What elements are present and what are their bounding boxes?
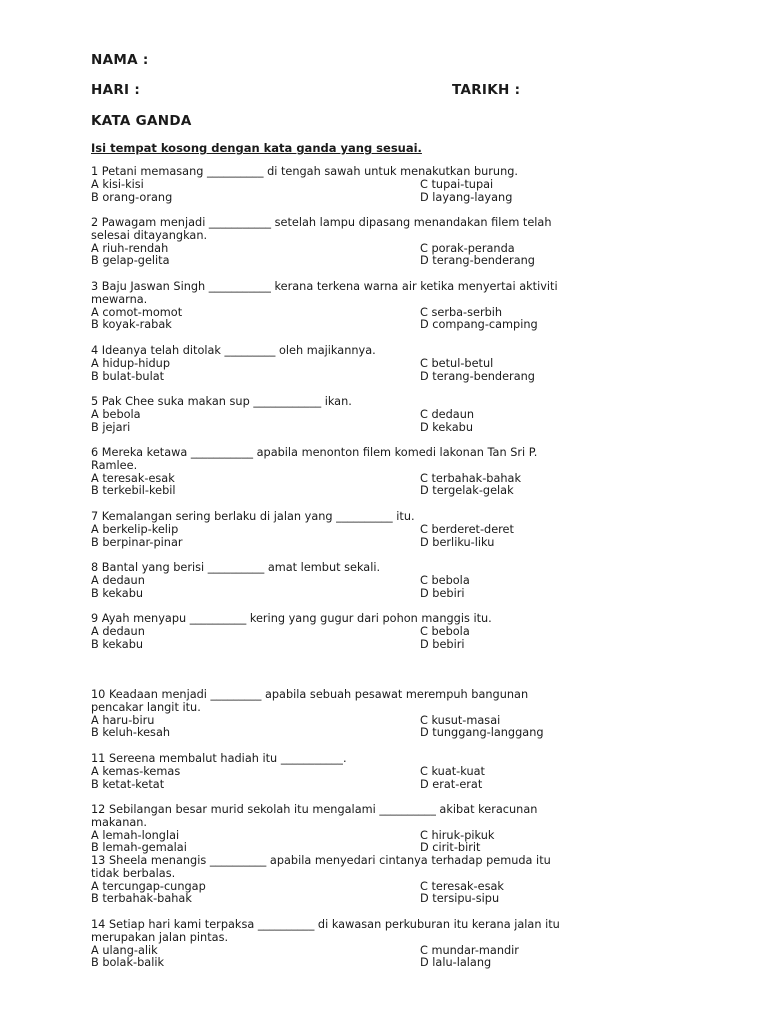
question-stem: 7 Kemalangan sering berlaku di jalan yang __________ itu. xyxy=(91,510,415,523)
option-b: B bulat-bulat xyxy=(91,369,165,383)
nama-label: NAMA : xyxy=(91,52,149,68)
option-d: D tersipu-sipu xyxy=(420,892,500,906)
option-d: D bebiri xyxy=(420,586,465,600)
question-item xyxy=(91,919,571,970)
question-stem: 12 Sebilangan besar murid sekolah itu mengalami __________ akibat keracunan makanan. xyxy=(91,803,538,829)
option-b: B bolak-balik xyxy=(91,956,165,970)
option-d: D tunggang-langgang xyxy=(420,726,544,740)
option-a: A lemah-longlai xyxy=(91,828,180,842)
question-item xyxy=(91,855,571,906)
option-c: C kusut-masai xyxy=(420,713,501,727)
question-item xyxy=(91,562,571,600)
question-item xyxy=(91,281,571,332)
tarikh-label: TARIKH : xyxy=(452,82,521,98)
option-a: A ulang-alik xyxy=(91,943,158,957)
hari-label: HARI : xyxy=(91,82,141,98)
question-item xyxy=(91,217,571,268)
option-c: C porak-peranda xyxy=(420,241,515,255)
option-c: C kuat-kuat xyxy=(420,764,485,778)
option-c: C berderet-deret xyxy=(420,522,514,536)
option-a: A riuh-rendah xyxy=(91,241,169,255)
option-a: A tercungap-cungap xyxy=(91,879,206,893)
option-b: B kekabu xyxy=(91,637,144,651)
option-d: D cirit-birit xyxy=(420,841,481,855)
option-c: C teresak-esak xyxy=(420,879,504,893)
question-stem: 11 Sereena membalut hadiah itu ___________. xyxy=(91,752,347,765)
worksheet-title: KATA GANDA xyxy=(91,113,192,129)
question-stem: 9 Ayah menyapu __________ kering yang gugur dari pohon manggis itu. xyxy=(91,612,492,625)
instruction-text: Isi tempat kosong dengan kata ganda yang sesuai. xyxy=(91,141,422,155)
question-stem: 3 Baju Jaswan Singh ___________ kerana terkena warna air ketika menyertai aktiviti mewarna. xyxy=(91,280,558,306)
option-a: A dedaun xyxy=(91,573,145,587)
question-item xyxy=(91,753,571,791)
option-d: D terang-benderang xyxy=(420,254,535,268)
option-d: D bebiri xyxy=(420,637,465,651)
option-a: A bebola xyxy=(91,407,141,421)
question-stem: 10 Keadaan menjadi _________ apabila sebuah pesawat merempuh bangunan pencakar langit itu. xyxy=(91,688,529,714)
option-d: D compang-camping xyxy=(420,318,538,332)
option-a: A dedaun xyxy=(91,624,145,638)
question-stem: 2 Pawagam menjadi ___________ setelah lampu dipasang menandakan filem telah selesai ditayangkan. xyxy=(91,216,552,242)
question-stem: 1 Petani memasang __________ di tengah sawah untuk menakutkan burung. xyxy=(91,165,519,178)
option-c: C betul-betul xyxy=(420,356,494,370)
question-stem: 5 Pak Chee suka makan sup ____________ ikan. xyxy=(91,395,352,408)
option-a: A kisi-kisi xyxy=(91,177,144,191)
option-c: C hiruk-pikuk xyxy=(420,828,495,842)
question-stem: 13 Sheela menangis __________ apabila menyedari cintanya terhadap pemuda itu tidak berbalas. xyxy=(91,854,551,880)
option-b: B lemah-gemalai xyxy=(91,841,187,855)
option-b: B terkebil-kebil xyxy=(91,484,176,498)
option-d: D erat-erat xyxy=(420,777,483,791)
question-stem: 4 Ideanya telah ditolak _________ oleh majikannya. xyxy=(91,344,376,357)
option-a: A teresak-esak xyxy=(91,471,175,485)
question-item xyxy=(91,613,571,651)
question-item xyxy=(91,345,571,383)
option-d: D lalu-lalang xyxy=(420,956,492,970)
option-c: C mundar-mandir xyxy=(420,943,519,957)
question-item xyxy=(91,804,571,855)
question-item xyxy=(91,447,571,498)
option-d: D terang-benderang xyxy=(420,369,535,383)
option-b: B kekabu xyxy=(91,586,144,600)
option-c: C bebola xyxy=(420,573,470,587)
option-a: A haru-biru xyxy=(91,713,155,727)
option-d: D kekabu xyxy=(420,420,473,434)
option-b: B gelap-gelita xyxy=(91,254,170,268)
option-d: D tergelak-gelak xyxy=(420,484,514,498)
option-c: C terbahak-bahak xyxy=(420,471,522,485)
question-item xyxy=(91,396,571,434)
option-b: B keluh-kesah xyxy=(91,726,171,740)
option-a: A hidup-hidup xyxy=(91,356,170,370)
option-a: A comot-momot xyxy=(91,305,183,319)
option-b: B jejari xyxy=(91,420,131,434)
option-b: B terbahak-bahak xyxy=(91,892,192,906)
question-item xyxy=(91,511,571,549)
option-c: C dedaun xyxy=(420,407,475,421)
option-c: C bebola xyxy=(420,624,470,638)
option-a: A kemas-kemas xyxy=(91,764,181,778)
option-b: B orang-orang xyxy=(91,190,173,204)
option-d: D berliku-liku xyxy=(420,535,495,549)
option-d: D layang-layang xyxy=(420,190,513,204)
question-item xyxy=(91,166,571,204)
option-c: C tupai-tupai xyxy=(420,177,494,191)
option-a: A berkelip-kelip xyxy=(91,522,179,536)
option-b: B koyak-rabak xyxy=(91,318,172,332)
option-b: B berpinar-pinar xyxy=(91,535,183,549)
option-b: B ketat-ketat xyxy=(91,777,165,791)
question-stem: 14 Setiap hari kami terpaksa __________ di kawasan perkuburan itu kerana jalan itu merupakan jalan pintas. xyxy=(91,918,560,944)
option-c: C serba-serbih xyxy=(420,305,503,319)
question-item xyxy=(91,689,571,740)
question-stem: 8 Bantal yang berisi __________ amat lembut sekali. xyxy=(91,561,381,574)
question-stem: 6 Mereka ketawa ___________ apabila menonton filem komedi lakonan Tan Sri P. Ramlee. xyxy=(91,446,538,472)
